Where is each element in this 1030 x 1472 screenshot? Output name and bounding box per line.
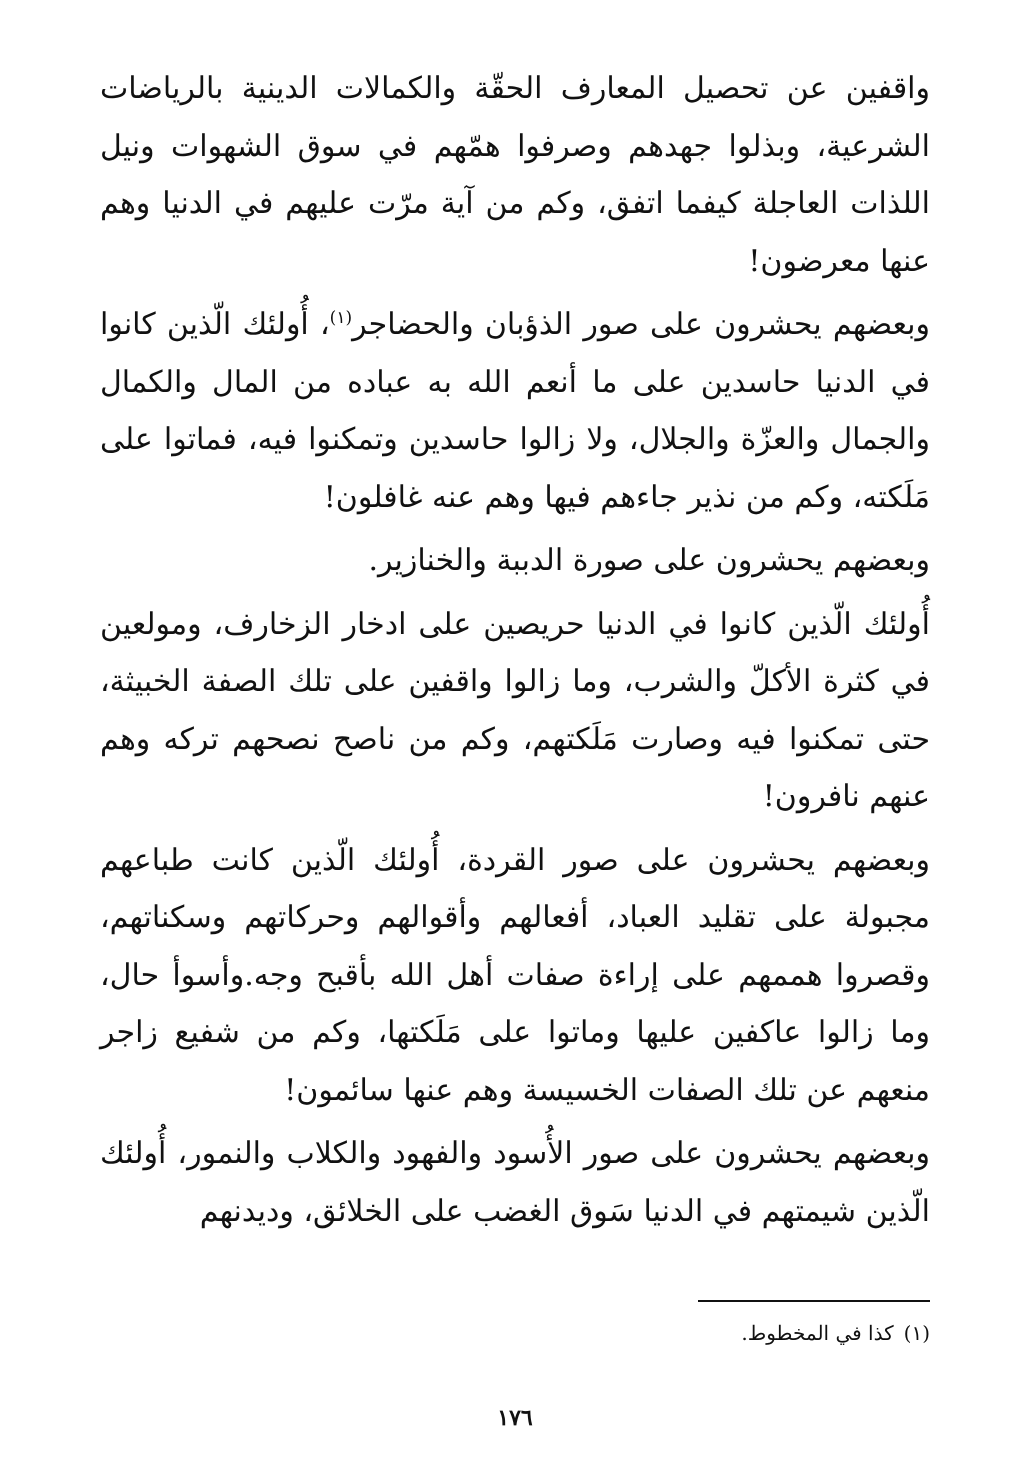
page-number: ١٧٦ (497, 1405, 533, 1431)
paragraph-1: واقفين عن تحصيل المعارف الحقّة والكمالات الدينية بالرياضات الشرعية، وبذلوا جهدهم وصرفوا همّهم في سوق الشهوات ونيل اللذات العاجلة كيفما اتفق، وكم من آية مرّت عليهم في الدنيا وهم عنها معرضون! (100, 71, 930, 279)
paragraph-5: وبعضهم يحشرون على صور القردة، أُولئك الّذين كانت طباعهم مجبولة على تقليد العباد، أفعالهم وأقوالهم وحركاتهم وسكناتهم، وقصروا هممهم على إراءة صفات أهل الله بأقبح وجه.وأسوأ حال، وما زالوا عاكفين عليها وماتوا على مَلَكتها، وكم من شفيع زاجر منعهم عن تلك الصفات الخسيسة وهم عنها سائمون! (100, 842, 930, 1108)
page-body (100, 60, 930, 1246)
paragraph-2-text-start: وبعضهم يحشرون على صور الذؤبان والحضاجر (352, 307, 930, 342)
paragraph-4: أُولئك الّذين كانوا في الدنيا حريصين على ادخار الزخارف، ومولعين في كثرة الأكلّ والشرب، وما زالوا واقفين على تلك الصفة الخبيثة، حتى تمكنوا فيه وصارت مَلَكتهم، وكم من ناصح نصحهم تركه وهم عنهم نافرون! (100, 606, 930, 814)
paragraph-3: وبعضهم يحشرون على صورة الدببة والخنازير. (368, 543, 930, 578)
footnote-reference: (١) (329, 308, 353, 328)
footnote-marker: (١) (903, 1321, 930, 1345)
paragraph-2 (100, 296, 930, 526)
footnote (560, 1318, 930, 1348)
paragraph-6: وبعضهم يحشرون على صور الأُسود والفهود والكلاب والنمور، أُولئك الّذين شيمتهم في الدنيا سَوق الغضب على الخلائق، وديدنهم (100, 1136, 930, 1229)
paragraph-2-text-end: ، أُولئك الّذين كانوا في الدنيا حاسدين على ما أنعم الله به عباده من المال والكمال والجمال والعزّة والجلال، ولا زالوا حاسدين وتمكنوا فيه، فماتوا على مَلَكته، وكم من نذير جاءهم فيها وهم عنه غافلون! (100, 307, 930, 515)
footnote-divider (698, 1300, 930, 1302)
footnote-text: كذا في المخطوط. (741, 1321, 894, 1345)
